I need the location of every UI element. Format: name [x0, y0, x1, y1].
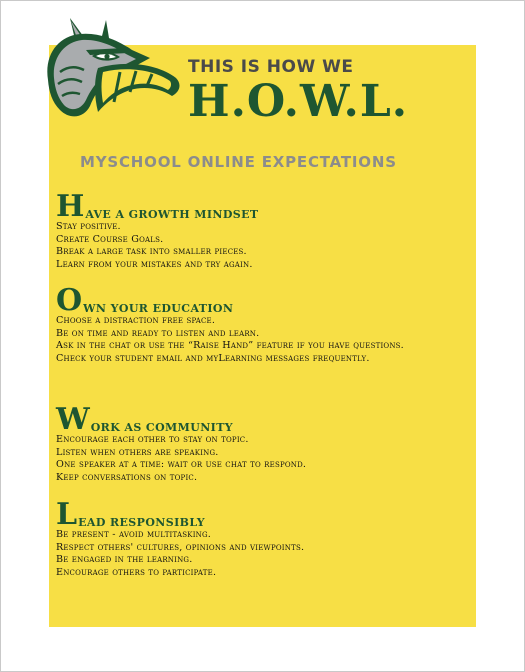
header-tagline: THIS IS HOW WE — [188, 57, 354, 77]
list-item: Create Course Goals. — [56, 233, 164, 245]
section-list — [56, 434, 466, 484]
section-own-your-education — [56, 283, 466, 365]
section-heading-text: AVE A GROWTH MINDSET — [85, 208, 259, 221]
section-heading-text: EAD RESPONSIBLY — [78, 516, 206, 529]
list-item: Be engaged in the learning. — [56, 554, 193, 566]
list-item: Respect others' cultures, opinions and viewpoints. — [56, 541, 305, 553]
section-initial: O — [56, 283, 83, 318]
section-list — [56, 315, 466, 365]
list-item: Check your student email and myLearning messages frequently. — [56, 352, 370, 364]
list-item: Listen when others are speaking. — [56, 446, 219, 458]
list-item: Keep conversations on topic. — [56, 471, 198, 483]
owl-mascot-logo — [40, 10, 185, 120]
section-initial: W — [56, 402, 90, 437]
list-item: Stay positive. — [56, 221, 121, 232]
list-item: Encourage others to participate. — [56, 566, 217, 578]
list-item: Encourage each other to stay on topic. — [56, 434, 249, 445]
section-work-as-community — [56, 402, 466, 484]
section-initial: H — [56, 189, 85, 224]
list-item: Ask in the chat or use the “Raise Hand” feature if you have questions. — [56, 340, 404, 352]
section-heading — [56, 189, 466, 224]
section-heading — [56, 497, 466, 532]
section-list — [56, 529, 466, 579]
section-initial: L — [56, 497, 78, 532]
list-item: One speaker at a time: wait or use chat to respond. — [56, 459, 307, 471]
section-lead-responsibly — [56, 497, 466, 579]
section-have-growth-mindset — [56, 189, 466, 271]
section-heading — [56, 402, 466, 437]
section-list — [56, 221, 466, 271]
section-heading-text: ORK AS COMMUNITY — [90, 421, 234, 434]
list-item: Learn from your mistakes and try again. — [56, 258, 253, 270]
page-subtitle: MYSCHOOL ONLINE EXPECTATIONS — [80, 153, 397, 171]
list-item: Choose a distraction free space. — [56, 315, 216, 326]
list-item: Be present - avoid multitasking. — [56, 529, 212, 540]
section-heading — [56, 283, 466, 318]
page-title: H.O.W.L. — [188, 76, 409, 127]
list-item: Break a large task into smaller pieces. — [56, 246, 247, 258]
section-heading-text: WN YOUR EDUCATION — [83, 302, 234, 315]
list-item: Be on time and ready to listen and learn. — [56, 327, 260, 339]
